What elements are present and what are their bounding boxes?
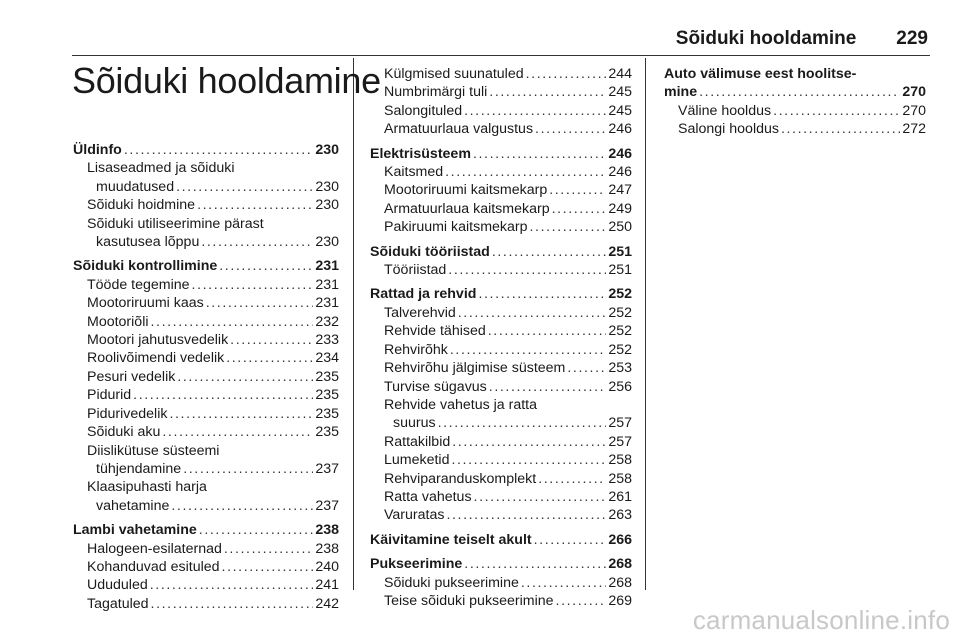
toc-entry bbox=[73, 233, 339, 251]
toc-entry bbox=[73, 294, 339, 312]
toc-section-entry bbox=[73, 257, 339, 275]
entry-page: 266 bbox=[608, 531, 632, 548]
entry-title: Rehviparanduskomplekt bbox=[384, 470, 537, 487]
entry-title: Käivitamine teiselt akult bbox=[370, 531, 532, 548]
dot-leader bbox=[124, 141, 313, 159]
entry-title: Numbrimärgi tuli bbox=[384, 84, 488, 101]
dot-leader bbox=[699, 83, 900, 101]
entry-page: 230 bbox=[315, 234, 339, 251]
entry-title: Pesuri vedelik bbox=[87, 368, 176, 385]
entry-title-line: Diislikütuse süsteemi bbox=[87, 442, 220, 459]
toc-entry bbox=[370, 181, 632, 199]
toc-section-entry bbox=[370, 145, 632, 163]
entry-page: 242 bbox=[315, 595, 339, 612]
entry-title: Mootori jahutusvedelik bbox=[87, 332, 229, 349]
entry-page: 268 bbox=[608, 574, 632, 591]
entry-title: Rattad ja rehvid bbox=[370, 286, 477, 303]
toc-section bbox=[73, 521, 339, 613]
dot-leader bbox=[192, 276, 314, 294]
toc-section-entry bbox=[73, 521, 339, 539]
toc-section-entry bbox=[664, 83, 926, 101]
toc-entry bbox=[73, 540, 339, 558]
dot-leader bbox=[183, 460, 313, 478]
entry-page: 251 bbox=[608, 262, 632, 279]
header-rule bbox=[72, 55, 930, 56]
dot-leader bbox=[773, 102, 900, 120]
entry-page: 234 bbox=[315, 350, 339, 367]
dot-leader bbox=[538, 470, 606, 488]
entry-page: 268 bbox=[608, 556, 632, 573]
dot-leader bbox=[438, 414, 607, 432]
entry-page: 241 bbox=[315, 577, 339, 594]
toc-section-entry bbox=[370, 531, 632, 549]
entry-title: Roolivõimendi vedelik bbox=[87, 350, 225, 367]
toc-entry bbox=[370, 451, 632, 469]
dot-leader bbox=[445, 163, 606, 181]
dot-leader bbox=[230, 331, 313, 349]
header-title: Sõiduki hooldamine bbox=[675, 28, 857, 49]
toc-entry bbox=[370, 218, 632, 236]
dot-leader bbox=[549, 181, 606, 199]
entry-title: Pakiruumi kaitsmekarp bbox=[384, 219, 528, 236]
entry-page: 246 bbox=[608, 121, 632, 138]
toc-section bbox=[370, 531, 632, 549]
toc-entry bbox=[73, 349, 339, 367]
entry-page: 252 bbox=[608, 323, 632, 340]
toc-section-entry bbox=[370, 243, 632, 261]
entry-page: 247 bbox=[608, 182, 632, 199]
entry-page: 257 bbox=[608, 433, 632, 450]
entry-page: 257 bbox=[608, 415, 632, 432]
dot-leader bbox=[521, 574, 606, 592]
entry-title: Kaitsmed bbox=[384, 164, 444, 181]
entry-page: 240 bbox=[315, 558, 339, 575]
dot-leader bbox=[226, 349, 313, 367]
entry-title: Üldinfo bbox=[73, 142, 122, 158]
dot-leader bbox=[488, 322, 607, 340]
entry-page: 270 bbox=[902, 84, 926, 101]
page-number: 229 bbox=[896, 28, 928, 49]
entry-title: mine bbox=[664, 84, 698, 101]
dot-leader bbox=[458, 304, 607, 322]
dot-leader bbox=[171, 497, 313, 515]
toc-entry bbox=[370, 592, 632, 610]
entry-page: 231 bbox=[315, 258, 339, 275]
toc-section bbox=[370, 145, 632, 237]
column-divider bbox=[645, 58, 646, 590]
entry-title: Varuratas bbox=[384, 507, 445, 524]
entry-page: 250 bbox=[608, 219, 632, 236]
toc-entry bbox=[73, 276, 339, 294]
entry-title: Salongituled bbox=[384, 102, 463, 119]
entry-title: Halogeen-esilaternad bbox=[87, 540, 222, 557]
entry-title-line: Sõiduki utiliseerimine pärast bbox=[87, 215, 264, 232]
entry-title: Külgmised suunatuled bbox=[384, 66, 524, 82]
toc-section bbox=[370, 243, 632, 280]
entry-title: Mootoriruumi kaas bbox=[87, 295, 204, 312]
entry-page: 249 bbox=[608, 200, 632, 217]
entry-page: 237 bbox=[315, 460, 339, 477]
toc-entry bbox=[73, 386, 339, 404]
entry-page: 230 bbox=[315, 197, 339, 214]
entry-title: Sõiduki aku bbox=[87, 424, 161, 441]
toc-entry bbox=[73, 196, 339, 214]
entry-page: 235 bbox=[315, 424, 339, 441]
entry-page: 230 bbox=[315, 178, 339, 195]
toc-entry bbox=[73, 405, 339, 423]
entry-title: suurus bbox=[393, 415, 436, 432]
toc-entry bbox=[370, 470, 632, 488]
entry-page: 238 bbox=[315, 522, 339, 539]
entry-page: 252 bbox=[608, 286, 632, 303]
entry-page: 246 bbox=[608, 145, 632, 162]
dot-leader bbox=[452, 433, 606, 451]
dot-leader bbox=[446, 506, 606, 524]
entry-title: Teise sõiduki pukseerimine bbox=[384, 592, 554, 609]
toc-section bbox=[370, 65, 632, 139]
dot-leader bbox=[176, 178, 313, 196]
dot-leader bbox=[222, 558, 314, 576]
dot-leader bbox=[478, 285, 606, 303]
entry-title: Sõiduki kontrollimine bbox=[73, 258, 218, 275]
toc-entry bbox=[73, 558, 339, 576]
dot-leader bbox=[489, 83, 606, 101]
entry-title: Ratta vahetus bbox=[384, 488, 472, 505]
dot-leader bbox=[492, 243, 607, 261]
section-title-line: Auto välimuse eest hoolitse- bbox=[664, 66, 857, 82]
toc-entry bbox=[370, 488, 632, 506]
toc-entry bbox=[370, 102, 632, 120]
dot-leader bbox=[151, 313, 314, 331]
entry-page: 230 bbox=[315, 142, 339, 158]
entry-title: Rehvirõhu jälgimise süsteem bbox=[384, 360, 566, 377]
entry-title: Ududuled bbox=[87, 577, 148, 594]
dot-leader bbox=[162, 423, 313, 441]
entry-title: Rattakilbid bbox=[384, 433, 451, 450]
entry-page: 253 bbox=[608, 360, 632, 377]
entry-page: 258 bbox=[608, 470, 632, 487]
entry-title: muudatused bbox=[96, 178, 175, 195]
dot-leader bbox=[177, 368, 313, 386]
entry-title: Lambi vahetamine bbox=[73, 522, 197, 539]
toc-entry bbox=[73, 331, 339, 349]
entry-title: Rehvirõhk bbox=[384, 341, 448, 358]
entry-page: 235 bbox=[315, 405, 339, 422]
entry-page: 269 bbox=[608, 592, 632, 609]
dot-leader bbox=[473, 145, 606, 163]
dot-leader bbox=[556, 592, 607, 610]
dot-leader bbox=[224, 540, 313, 558]
entry-page: 245 bbox=[608, 102, 632, 119]
toc-entry bbox=[370, 200, 632, 218]
watermark: carmanualsonline.info bbox=[692, 605, 950, 635]
toc-entry bbox=[73, 460, 339, 478]
toc-entry bbox=[370, 322, 632, 340]
toc-entry bbox=[370, 506, 632, 524]
entry-page: 270 bbox=[902, 102, 926, 119]
toc-entry bbox=[73, 595, 339, 613]
entry-title: Pidurid bbox=[87, 387, 132, 404]
toc-entry bbox=[664, 120, 926, 138]
toc-entry bbox=[73, 313, 339, 331]
entry-title: Armatuurlaua kaitsmekarp bbox=[384, 200, 550, 217]
dot-leader bbox=[534, 531, 607, 549]
toc-entry bbox=[73, 368, 339, 386]
entry-title: Pidurivedelik bbox=[87, 405, 168, 422]
dot-leader bbox=[133, 386, 313, 404]
toc-entry bbox=[370, 261, 632, 279]
entry-page: 244 bbox=[608, 66, 632, 82]
entry-title: Mootoriõli bbox=[87, 313, 149, 330]
entry-page: 251 bbox=[608, 243, 632, 260]
entry-title: Mootoriruumi kaitsmekarp bbox=[384, 182, 548, 199]
entry-page: 238 bbox=[315, 540, 339, 557]
toc-section bbox=[370, 285, 632, 524]
entry-title: vahetamine bbox=[96, 497, 170, 514]
toc-entry bbox=[370, 574, 632, 592]
toc-entry bbox=[73, 497, 339, 515]
entry-title: Lumeketid bbox=[384, 452, 450, 469]
toc-entry bbox=[73, 423, 339, 441]
dot-leader bbox=[206, 294, 314, 312]
dot-leader bbox=[781, 120, 900, 138]
entry-page: 252 bbox=[608, 341, 632, 358]
entry-title: Elektrisüsteem bbox=[370, 145, 471, 162]
page-header bbox=[0, 28, 928, 50]
entry-title: Väline hooldus bbox=[678, 102, 772, 119]
dot-leader bbox=[464, 555, 606, 573]
dot-leader bbox=[567, 359, 606, 377]
entry-title: Kohanduvad esituled bbox=[87, 558, 220, 575]
toc-entry bbox=[370, 120, 632, 138]
dot-leader bbox=[450, 341, 606, 359]
entry-title: Tööriistad bbox=[384, 262, 447, 279]
dot-leader bbox=[474, 488, 607, 506]
entry-title: kasutusea lõppu bbox=[96, 234, 200, 251]
dot-leader bbox=[201, 233, 313, 251]
entry-page: 263 bbox=[608, 507, 632, 524]
entry-page: 233 bbox=[315, 332, 339, 349]
dot-leader bbox=[169, 405, 313, 423]
toc-column-1 bbox=[73, 141, 339, 619]
toc-section bbox=[73, 141, 339, 251]
entry-page: 252 bbox=[608, 304, 632, 321]
toc-entry bbox=[370, 163, 632, 181]
entry-page: 231 bbox=[315, 295, 339, 312]
dot-leader bbox=[464, 102, 606, 120]
toc-entry bbox=[370, 65, 632, 83]
toc-entry bbox=[370, 433, 632, 451]
toc-entry bbox=[73, 576, 339, 594]
entry-page: 272 bbox=[902, 121, 926, 138]
entry-page: 235 bbox=[315, 387, 339, 404]
toc-section-entry bbox=[370, 555, 632, 573]
entry-title: tühjendamine bbox=[96, 460, 182, 477]
entry-page: 261 bbox=[608, 488, 632, 505]
dot-leader bbox=[552, 200, 607, 218]
chapter-title: Sõiduki hooldamine bbox=[72, 60, 381, 101]
entry-title: Rehvide tähised bbox=[384, 323, 486, 340]
dot-leader bbox=[530, 218, 607, 236]
entry-title: Sõiduki pukseerimine bbox=[384, 574, 519, 591]
dot-leader bbox=[150, 576, 314, 594]
toc-entry bbox=[370, 378, 632, 396]
toc-entry bbox=[664, 102, 926, 120]
entry-title: Turvise sügavus bbox=[384, 378, 487, 395]
column-divider bbox=[353, 58, 354, 590]
dot-leader bbox=[535, 120, 606, 138]
entry-page: 245 bbox=[608, 84, 632, 101]
dot-leader bbox=[526, 65, 607, 83]
toc-entry bbox=[370, 341, 632, 359]
entry-title: Armatuurlaua valgustus bbox=[384, 121, 534, 138]
dot-leader bbox=[219, 257, 313, 275]
toc-section bbox=[664, 65, 926, 139]
entry-title-line: Lisaseadmed ja sõiduki bbox=[87, 160, 235, 177]
dot-leader bbox=[199, 521, 314, 539]
toc-entry bbox=[73, 178, 339, 196]
toc-entry bbox=[370, 359, 632, 377]
dot-leader bbox=[448, 261, 606, 279]
dot-leader bbox=[151, 595, 314, 613]
toc-entry bbox=[370, 304, 632, 322]
entry-page: 258 bbox=[608, 452, 632, 469]
entry-title: Talverehvid bbox=[384, 304, 456, 321]
entry-title: Tagatuled bbox=[87, 595, 149, 612]
entry-title: Tööde tegemine bbox=[87, 276, 190, 293]
entry-page: 256 bbox=[608, 378, 632, 395]
toc-column-3 bbox=[664, 65, 926, 145]
entry-page: 231 bbox=[315, 276, 339, 293]
dot-leader bbox=[489, 378, 607, 396]
toc-section bbox=[73, 257, 339, 515]
toc-entry bbox=[370, 414, 632, 432]
dot-leader bbox=[451, 451, 606, 469]
entry-page: 235 bbox=[315, 368, 339, 385]
entry-title-line: Klaasipuhasti harja bbox=[87, 479, 207, 496]
entry-title: Pukseerimine bbox=[370, 556, 463, 573]
toc-section bbox=[370, 555, 632, 610]
toc-entry bbox=[370, 83, 632, 101]
entry-title-line: Rehvide vahetus ja ratta bbox=[384, 396, 538, 413]
entry-page: 237 bbox=[315, 497, 339, 514]
dot-leader bbox=[197, 196, 313, 214]
toc-section-entry bbox=[370, 285, 632, 303]
entry-page: 246 bbox=[608, 164, 632, 181]
entry-title: Sõiduki hoidmine bbox=[87, 197, 196, 214]
entry-title: Salongi hooldus bbox=[678, 121, 779, 138]
entry-title: Sõiduki tööriistad bbox=[370, 243, 490, 260]
toc-section-entry bbox=[73, 141, 339, 159]
toc-column-2 bbox=[370, 65, 632, 616]
entry-page: 232 bbox=[315, 313, 339, 330]
